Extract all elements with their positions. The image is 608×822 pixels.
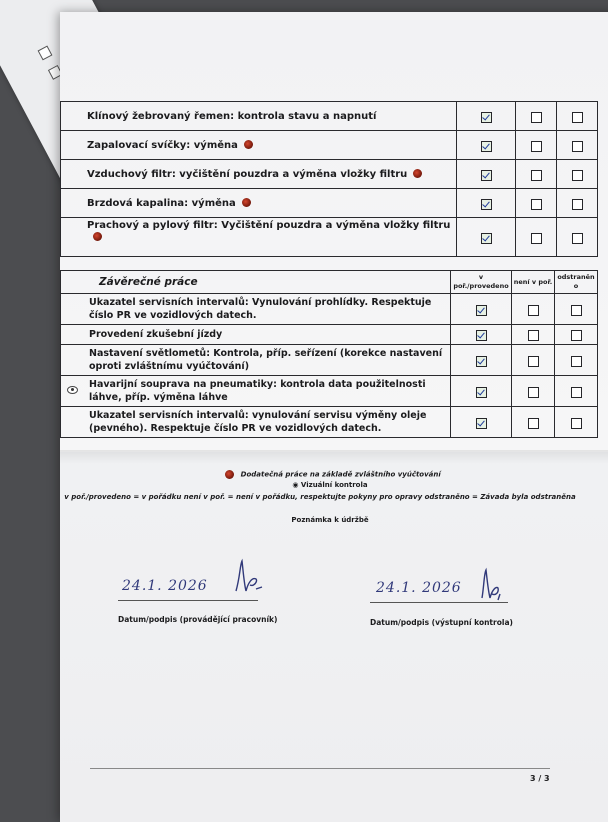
checkbox-ok-cell: [457, 218, 516, 257]
service-item-row: [61, 189, 598, 218]
service-item-row: [61, 131, 598, 160]
checkbox-fixed-cell: [555, 294, 598, 325]
checkbox-fixed[interactable]: [572, 170, 583, 181]
service-item-row: [61, 160, 598, 189]
checkbox-fixed[interactable]: [571, 356, 582, 367]
service-item-label: Klínový žebrovaný řemen: kontrola stavu a napnutí: [87, 110, 377, 122]
service-item-label: Vzduchový filtr: vyčištění pouzdra a výměna vložky filtru: [87, 168, 408, 180]
service-protocol-page: [60, 12, 608, 822]
extra-work-dot-icon: [225, 470, 234, 479]
service-item-label: Brzdová kapalina: výměna: [87, 197, 236, 209]
signature-label-left: Datum/podpis (provádějící pracovník): [118, 615, 278, 624]
checkbox-fixed[interactable]: [572, 141, 583, 152]
extra-work-dot-icon: [242, 198, 251, 207]
final-work-table: [60, 270, 598, 438]
checkbox-fixed-cell: [557, 189, 598, 218]
background-checkbox: [38, 46, 53, 61]
footer-rule: [90, 768, 550, 769]
checkbox-not-ok[interactable]: [531, 112, 542, 123]
legend-visual: [230, 481, 430, 489]
service-item-cell: [61, 160, 457, 189]
eye-icon: ◉: [292, 481, 299, 489]
checkbox-ok-cell: [451, 294, 512, 325]
service-items-table: [60, 101, 598, 257]
eye-icon: [67, 386, 78, 394]
checkbox-not-ok-cell: [512, 345, 555, 376]
checkbox-ok-cell: [457, 102, 516, 131]
checkbox-ok-cell: [451, 345, 512, 376]
signature-date-left: 24.1. 2026: [122, 578, 208, 594]
checkbox-fixed-cell: [555, 407, 598, 438]
final-work-title: Závěrečné práce: [61, 271, 451, 294]
checkbox-not-ok-cell: [516, 218, 557, 257]
checkbox-not-ok-cell: [512, 294, 555, 325]
legend-extra-work: [180, 470, 480, 479]
checkbox-not-ok-cell: [516, 102, 557, 131]
col-header-ok: v poř./provedeno: [451, 271, 512, 294]
checkbox-ok[interactable]: [476, 387, 487, 398]
signature-line-left: [118, 600, 258, 601]
service-item-cell: [61, 131, 457, 160]
checkbox-not-ok[interactable]: [528, 418, 539, 429]
service-item-cell: [61, 218, 457, 257]
checkbox-fixed-cell: [557, 218, 598, 257]
checkbox-ok-cell: [457, 160, 516, 189]
service-item-label: Prachový a pylový filtr: Vyčištění pouzdra a výměna vložky filtru: [87, 220, 451, 231]
final-work-row: [61, 407, 598, 438]
final-work-row: [61, 294, 598, 325]
checkbox-not-ok-cell: [512, 325, 555, 345]
checkbox-not-ok[interactable]: [528, 387, 539, 398]
final-work-row: [61, 325, 598, 345]
checkbox-not-ok-cell: [516, 160, 557, 189]
final-work-cell: [61, 376, 451, 407]
checkbox-ok[interactable]: [476, 418, 487, 429]
checkbox-fixed-cell: [555, 325, 598, 345]
signature-right: [472, 564, 508, 604]
signature-left: [228, 557, 268, 597]
signature-line-right: [370, 602, 508, 603]
checkbox-ok-cell: [451, 376, 512, 407]
legend-visual-text: Vizuální kontrola: [300, 481, 368, 489]
service-item-cell: [61, 189, 457, 218]
checkbox-not-ok-cell: [516, 189, 557, 218]
signature-label-right: Datum/podpis (výstupní kontrola): [370, 618, 513, 627]
col-header-fixed: odstraněn o: [555, 271, 598, 294]
checkbox-ok[interactable]: [476, 330, 487, 341]
checkbox-ok-cell: [457, 131, 516, 160]
checkbox-not-ok-cell: [512, 376, 555, 407]
checkbox-not-ok[interactable]: [528, 305, 539, 316]
extra-work-dot-icon: [244, 140, 253, 149]
checkbox-not-ok[interactable]: [531, 170, 542, 181]
checkbox-fixed-cell: [557, 131, 598, 160]
final-work-label: Provedení zkušební jízdy: [89, 329, 223, 340]
checkbox-ok-cell: [451, 325, 512, 345]
checkbox-not-ok[interactable]: [531, 233, 542, 244]
checkbox-fixed-cell: [555, 345, 598, 376]
final-work-label: Nastavení světlometů: Kontrola, příp. seřízení (korekce nastavení oproti zvláštnímu vyúčtování): [89, 348, 443, 372]
checkbox-not-ok[interactable]: [528, 330, 539, 341]
checkbox-ok-cell: [451, 407, 512, 438]
page-fold: [60, 450, 608, 464]
checkbox-fixed[interactable]: [571, 387, 582, 398]
checkbox-fixed-cell: [557, 160, 598, 189]
checkbox-not-ok-cell: [512, 407, 555, 438]
final-work-cell: [61, 294, 451, 325]
checkbox-ok[interactable]: [481, 199, 492, 210]
page-number: 3 / 3: [530, 774, 550, 783]
checkbox-not-ok[interactable]: [528, 356, 539, 367]
final-work-cell: [61, 407, 451, 438]
checkbox-fixed[interactable]: [571, 330, 582, 341]
service-item-row: [61, 102, 598, 131]
checkbox-ok[interactable]: [481, 170, 492, 181]
final-work-label: Havarijní souprava na pneumatiky: kontrola data použitelnosti láhve, příp. výměna láhve: [89, 379, 426, 403]
checkbox-fixed[interactable]: [571, 305, 582, 316]
checkbox-fixed[interactable]: [572, 112, 583, 123]
checkbox-ok[interactable]: [476, 356, 487, 367]
checkbox-fixed[interactable]: [572, 199, 583, 210]
checkbox-ok-cell: [457, 189, 516, 218]
checkbox-ok[interactable]: [481, 233, 492, 244]
service-item-cell: [61, 102, 457, 131]
legend-explanation: v poř./provedeno = v pořádku není v poř. = není v pořádku, respektujte pokyny pro opravy odstraněno = Závada byla odstraněna: [64, 493, 576, 501]
final-work-row: [61, 376, 598, 407]
checkbox-fixed[interactable]: [571, 418, 582, 429]
signature-date-right: 24.1. 2026: [376, 580, 462, 596]
service-item-label: Zapalovací svíčky: výměna: [87, 139, 238, 151]
col-header-not-ok: není v poř.: [512, 271, 555, 294]
final-work-row: [61, 345, 598, 376]
checkbox-fixed[interactable]: [572, 233, 583, 244]
checkbox-not-ok[interactable]: [531, 199, 542, 210]
checkbox-ok[interactable]: [481, 141, 492, 152]
legend-extra-work-text: Dodatečná práce na základě zvláštního vyúčtování: [240, 470, 441, 479]
checkbox-fixed-cell: [557, 102, 598, 131]
final-work-cell: [61, 325, 451, 345]
checkbox-ok[interactable]: [481, 112, 492, 123]
service-item-row: [61, 218, 598, 257]
checkbox-not-ok[interactable]: [531, 141, 542, 152]
checkbox-fixed-cell: [555, 376, 598, 407]
final-work-cell: [61, 345, 451, 376]
maintenance-note-label: Poznámka k údržbě: [291, 516, 369, 524]
extra-work-dot-icon: [93, 232, 102, 241]
final-work-label: Ukazatel servisních intervalů: vynulování servisu výměny oleje (pevného). Respektuje číslo PR ve vozidlových datech.: [89, 410, 427, 434]
checkbox-ok[interactable]: [476, 305, 487, 316]
extra-work-dot-icon: [413, 169, 422, 178]
checkbox-not-ok-cell: [516, 131, 557, 160]
final-work-label: Ukazatel servisních intervalů: Vynulování prohlídky. Respektuje číslo PR ve vozidlových datech.: [89, 297, 432, 321]
